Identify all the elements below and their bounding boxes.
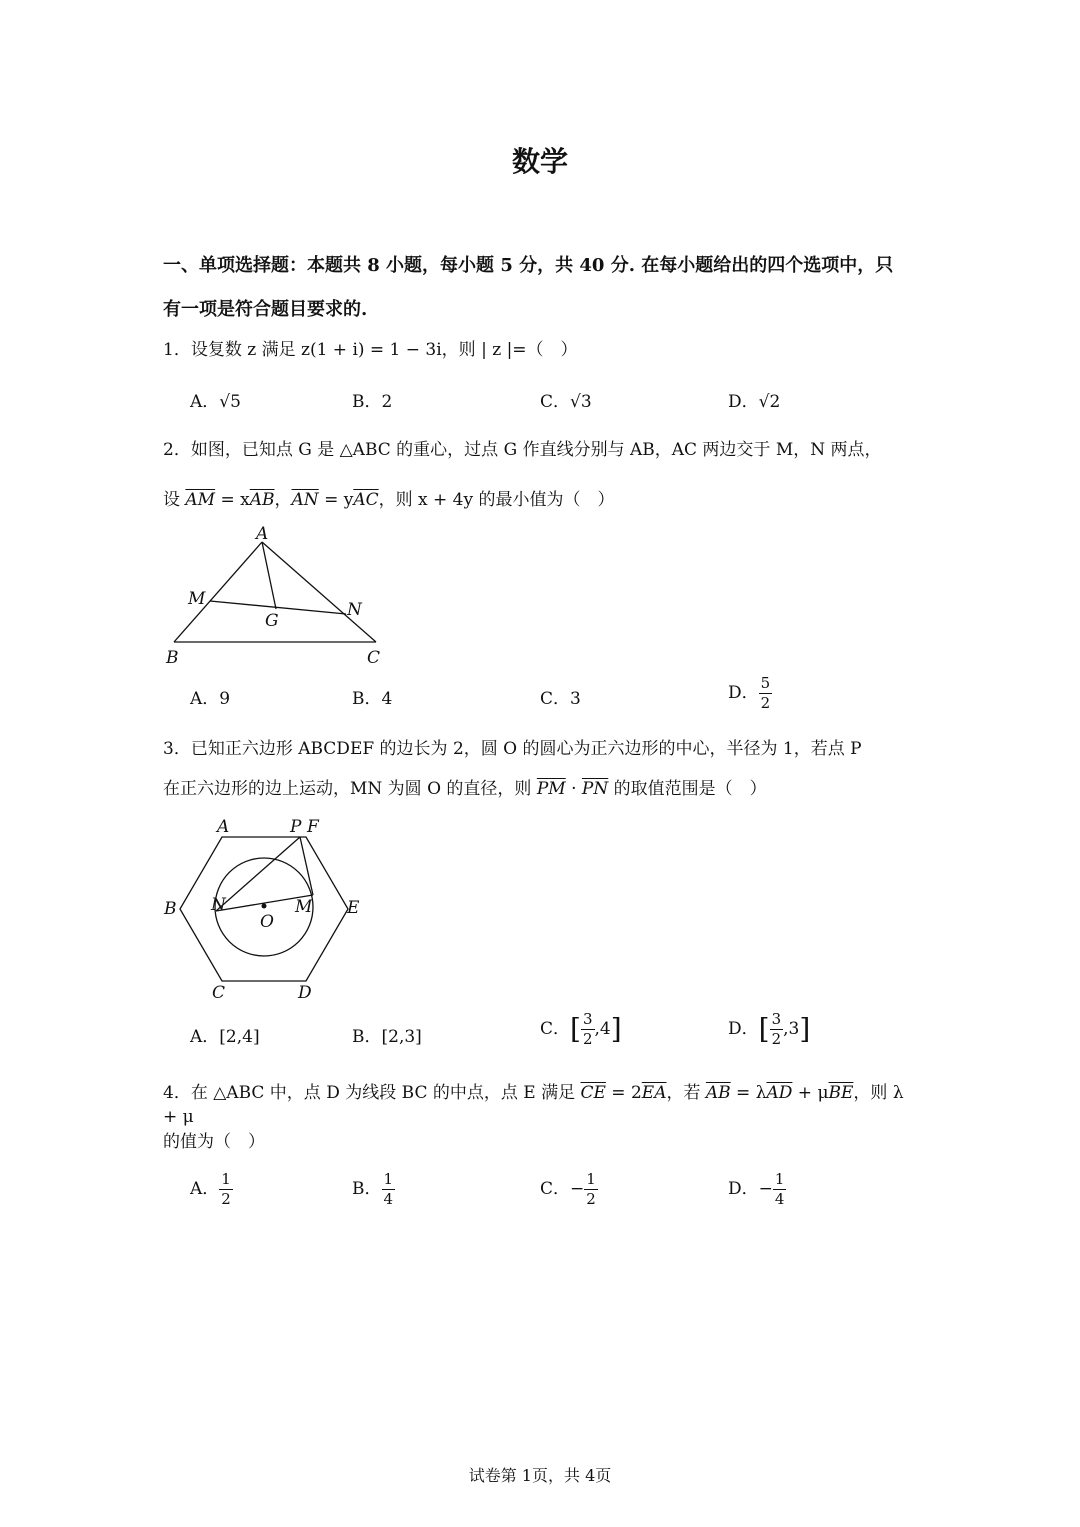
q2-option-b: B．4 xyxy=(352,689,393,709)
q3-stem-line2: 在正六边形的边上运动，MN 为圆 O 的直径，则 $\overline{PM} \cdot \overline{PN}$ 的取值范围是（ ） xyxy=(163,779,767,799)
q2-sep: ， xyxy=(274,490,292,510)
q3-option-a: A．[2,4] xyxy=(190,1027,260,1047)
page-title: 数学 xyxy=(511,145,568,178)
q3-option-b: B．[2,3] xyxy=(352,1027,422,1047)
q2-vector-ac: $\overline{AC}$ xyxy=(353,490,379,510)
section-heading-line2: 有一项是符合题目要求的. xyxy=(163,299,368,320)
q4-option-a: A． $\frac{1}{2}$ xyxy=(190,1170,231,1208)
fraction: $\frac{1}{4}$ xyxy=(774,1170,785,1208)
fraction: $\frac{5}{2}$ xyxy=(760,674,771,712)
q2-stem-line1: 2．如图，已知点 G 是 △ABC 的重心，过点 G 作直线分别与 AB，AC 两边交于 M，N 两点， xyxy=(163,440,882,460)
q2-option-d: D． $\frac{5}{2}$ xyxy=(728,674,771,712)
page-footer: 试卷第 1页，共 4页 xyxy=(468,1466,612,1485)
fraction: $\frac{1}{2}$ xyxy=(586,1170,596,1208)
q2-triangle-figure xyxy=(160,525,400,670)
q3-vector-pn: $\overline{PN}$ xyxy=(581,779,609,799)
q2-eq1: = x xyxy=(215,490,250,510)
q2-label-b: B xyxy=(166,648,179,668)
q2-label-c: C xyxy=(367,648,381,668)
q2-label-a: A xyxy=(256,525,269,544)
q3-label-f: F xyxy=(307,817,319,837)
q3-label-e: E xyxy=(347,898,360,918)
q3-label-m: M xyxy=(295,897,313,917)
q2-prefix: 设 xyxy=(163,490,186,510)
q2-eq2: = y xyxy=(318,490,354,510)
q2-vector-am: $\overline{AM}$ xyxy=(185,490,216,510)
q3-stem-line1: 3．已知正六边形 ABCDEF 的边长为 2，圆 O 的圆心为正六边形的中心，半径为 1，若点 P xyxy=(163,739,862,759)
q3-option-d: D．[ $\frac{3}{2}$ ,3] xyxy=(728,1010,811,1048)
fraction: $\frac{3}{2}$ xyxy=(582,1010,593,1048)
q2-stem-line2 xyxy=(163,488,923,512)
q3-label-c: C xyxy=(212,983,226,1003)
q1-option-a: A．√5 xyxy=(190,392,241,412)
q2-option-c: C．3 xyxy=(540,689,581,709)
q4-option-c: C．− $\frac{1}{2}$ xyxy=(540,1170,596,1208)
q4-option-d: D．− $\frac{1}{4}$ xyxy=(728,1170,785,1208)
q4-vector-be: $\overline{BE}$ xyxy=(828,1083,854,1103)
q2-option-a: A．9 xyxy=(190,689,231,709)
q3-vector-pm: $\overline{PM}$ xyxy=(536,779,566,799)
q2-label-n: N xyxy=(347,600,362,620)
q3-label-a: A xyxy=(217,817,230,837)
fraction: $\frac{1}{4}$ xyxy=(383,1170,394,1208)
q1-option-b: B．2 xyxy=(352,392,393,412)
section-heading-line1: 一、单项选择题：本题共 8 小题，每小题 5 分，共 40 分. 在每小题给出的四个选项中，只 xyxy=(163,255,894,276)
q2-vector-an: $\overline{AN}$ xyxy=(291,490,319,510)
q4-option-b: B． $\frac{1}{4}$ xyxy=(352,1170,394,1208)
q3-label-o: O xyxy=(260,912,274,932)
q2-label-g: G xyxy=(265,611,279,631)
q2-label-m: M xyxy=(188,589,206,609)
q1-option-d: D．√2 xyxy=(728,392,781,412)
q4-vector-ab: $\overline{AB}$ xyxy=(705,1083,731,1103)
q3-label-p: P xyxy=(290,817,302,837)
q3-label-b: B xyxy=(164,899,177,919)
q4-vector-ad: $\overline{AD}$ xyxy=(766,1083,793,1103)
q3-label-d: D xyxy=(298,983,312,1003)
fraction: $\frac{3}{2}$ xyxy=(771,1010,782,1048)
q4-vector-ea: $\overline{EA}$ xyxy=(641,1083,667,1103)
q4-stem-line2: 的值为（ ） xyxy=(163,1132,265,1152)
fraction: $\frac{1}{2}$ xyxy=(221,1170,231,1208)
q4-stem-line1: 4．在 △ABC 中，点 D 为线段 BC 的中点，点 E 满足 $\overline{CE} = 2\overline{EA}$，若 $\overline{AB} = \lambda\overline{AD} + \mu\overline{BE}$，则 λ + μ xyxy=(163,1083,904,1127)
q1-stem: 1．设复数 z 满足 z(1 + i) = 1 − 3i，则 | z |=（ ） xyxy=(163,340,578,360)
q2-suffix: ，则 x + 4y 的最小值为（ ） xyxy=(378,490,615,510)
q4-vector-ce: $\overline{CE}$ xyxy=(580,1083,606,1103)
q3-label-n: N xyxy=(211,895,226,915)
q3-hexagon-figure xyxy=(160,815,380,1005)
q2-vector-ab: $\overline{AB}$ xyxy=(249,490,275,510)
q3-option-c: C．[ $\frac{3}{2}$ ,4] xyxy=(540,1010,622,1048)
q1-option-c: C．√3 xyxy=(540,392,592,412)
